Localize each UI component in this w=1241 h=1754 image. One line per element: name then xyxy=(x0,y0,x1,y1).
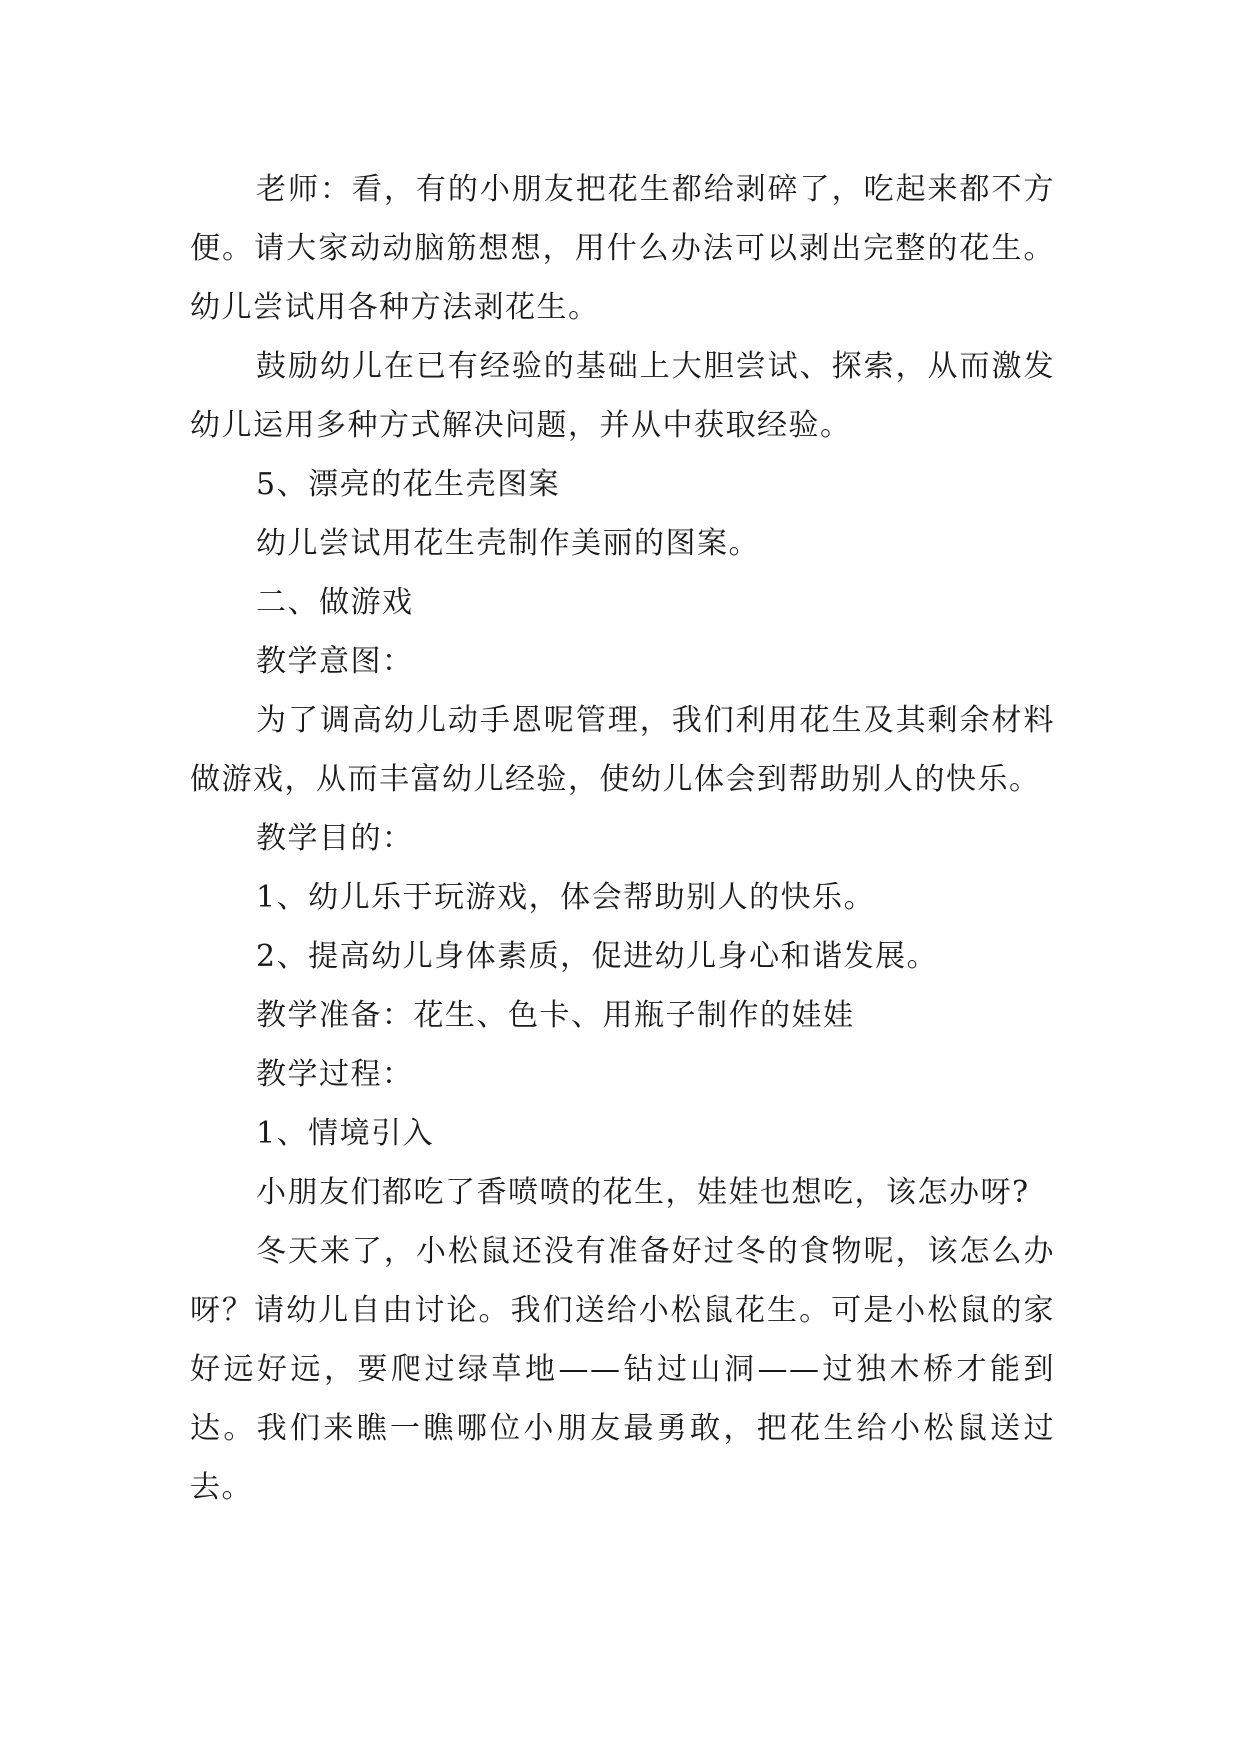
label-teaching-goal: 教学目的： xyxy=(256,821,414,856)
paragraph-encourage: 鼓励幼儿在已有经验的基础上大胆尝试、探索，从而激发幼儿运用多种方式解决问题，并从中获取经验。 xyxy=(190,349,1055,443)
paragraph-doll-wants: 小朋友们都吃了香喷喷的花生，娃娃也想吃，该怎办呀? xyxy=(256,1175,1030,1210)
label-teaching-process: 教学过程： xyxy=(256,1057,414,1092)
paragraph-teaching-intent: 为了调高幼儿动手恩呢管理，我们利用花生及其剩余材料做游戏，从而丰富幼儿经验，使幼儿体会到帮助别人的快乐。 xyxy=(190,703,1055,797)
paragraph-shell-pattern: 幼儿尝试用花生壳制作美丽的图案。 xyxy=(256,526,760,561)
paragraph-teacher-remark: 老师：看，有的小朋友把花生都给剥碎了，吃起来都不方便。请大家动动脑筋想想，用什么办法可以剥出完整的花生。幼儿尝试用各种方法剥花生。 xyxy=(190,172,1055,325)
heading-play-game: 二、做游戏 xyxy=(256,585,414,620)
goal-item-1: 1、幼儿乐于玩游戏，体会帮助别人的快乐。 xyxy=(256,880,876,915)
heading-scenario-intro: 1、情境引入 xyxy=(256,1116,435,1151)
goal-item-2: 2、提高幼儿身体素质，促进幼儿身心和谐发展。 xyxy=(256,939,939,974)
heading-peanut-shell-pattern: 5、漂亮的花生壳图案 xyxy=(256,467,561,502)
paragraph-teaching-prep: 教学准备：花生、色卡、用瓶子制作的娃娃 xyxy=(256,998,855,1033)
label-teaching-intent: 教学意图： xyxy=(256,644,414,679)
paragraph-squirrel-story: 冬天来了，小松鼠还没有准备好过冬的食物呢，该怎么办呀？请幼儿自由讨论。我们送给小松鼠花生。可是小松鼠的家好远好远，要爬过绿草地——钻过山洞——过独木桥才能到达。我们来瞧一瞧哪位小朋友最勇敢，把花生给小松鼠送过去。 xyxy=(190,1234,1055,1505)
document-body xyxy=(190,160,1055,1517)
